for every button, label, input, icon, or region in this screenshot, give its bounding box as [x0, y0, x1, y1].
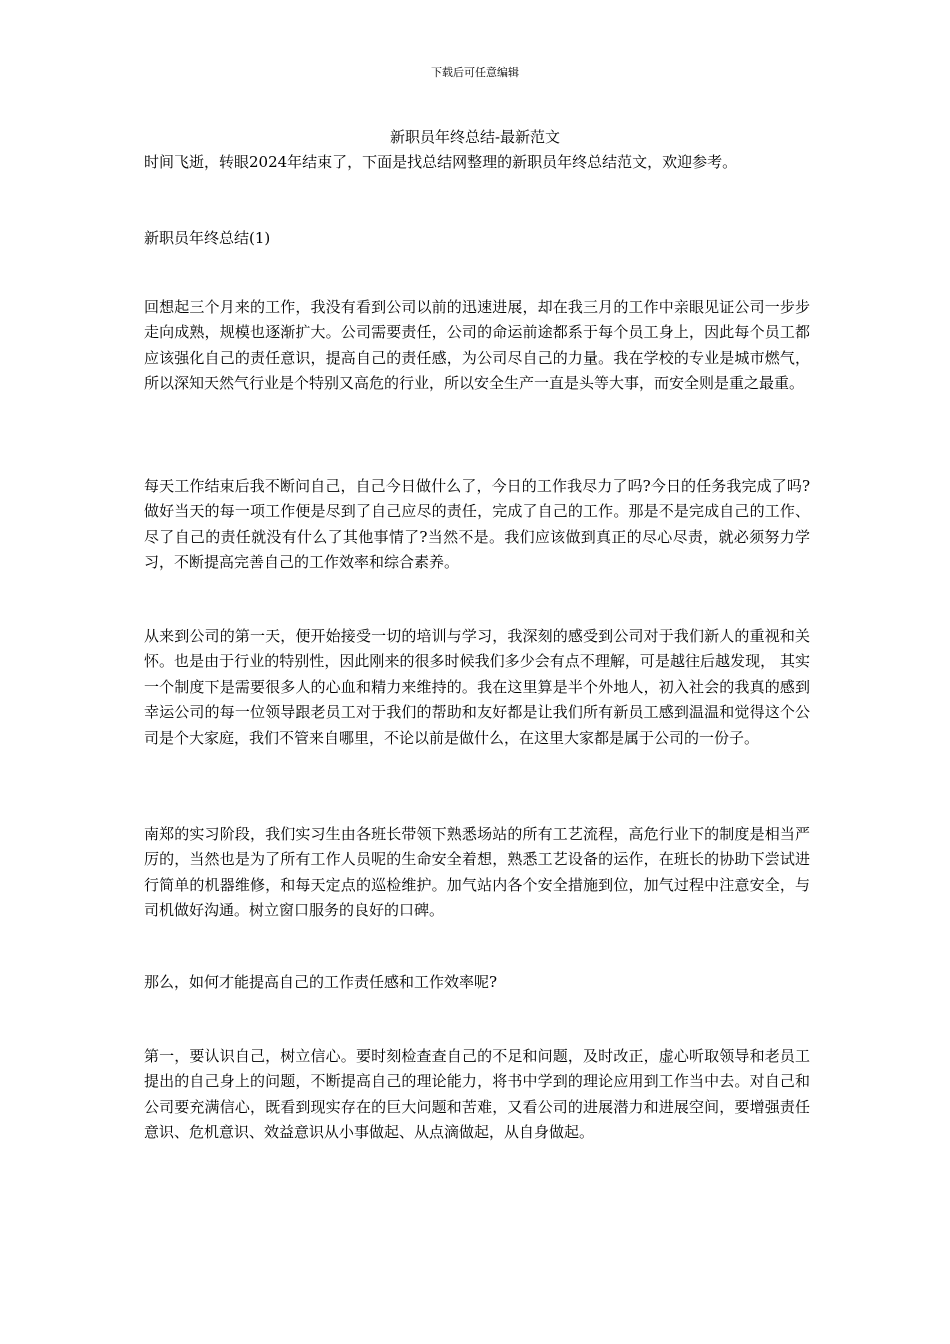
paragraph: 回想起三个月来的工作，我没有看到公司以前的迅速进展，却在我三月的工作中亲眼见证公司一步步走向成熟，规模也逐渐扩大。公司需要责任，公司的命运前途都系于每个员工身上，因此每个员工都应该强化自己的责任意识，提高自己的责任感，为公司尽自己的力量。我在学校的专业是城市燃气，所以深知天然气行业是个特别又高危的行业，所以安全生产一直是头等大事，而安全则是重之最重。 [144, 298, 810, 393]
paragraph-question: 那么，如何才能提高自己的工作责任感和工作效率呢? [144, 973, 498, 991]
section-heading: 新职员年终总结(1) [144, 229, 271, 247]
paragraph: 每天工作结束后我不断问自己，自己今日做什么了，今日的工作我尽力了吗?今日的任务我完成了吗?做好当天的每一项工作便是尽到了自己应尽的责任，完成了自己的工作。那是不是完成自己的工作、尽了自己的责任就没有什么了其他事情了?当然不是。我们应该做到真正的尽心尽责，就必须努力学习，不断提高完善自己的工作效率和综合素养。 [144, 477, 810, 572]
paragraph: 南郑的实习阶段，我们实习生由各班长带领下熟悉场站的所有工艺流程，高危行业下的制度是相当严厉的，当然也是为了所有工作人员呢的生命安全着想，熟悉工艺设备的运作，在班长的协助下尝试进行简单的机器维修，和每天定点的巡检维护。加气站内各个安全措施到位，加气过程中注意安全，与司机做好沟通。树立窗口服务的良好的口碑。 [144, 825, 810, 920]
paragraph: 第一，要认识自己，树立信心。要时刻检查查自己的不足和问题，及时改正，虚心听取领导和老员工提出的自己身上的问题，不断提高自己的理论能力，将书中学到的理论应用到工作当中去。对自己和公司要充满信心，既看到现实存在的巨大问题和苦难，又看公司的进展潜力和进展空间，要增强责任意识、危机意识、效益意识从小事做起、从点滴做起，从自身做起。 [144, 1047, 810, 1142]
intro-text: 时间飞逝，转眼2024年结束了，下面是找总结网整理的新职员年终总结范文，欢迎参考。 [144, 153, 738, 171]
header-note: 下载后可任意编辑 [431, 66, 519, 79]
paragraph: 从来到公司的第一天，便开始接受一切的培训与学习，我深刻的感受到公司对于我们新人的重视和关怀。也是由于行业的特别性，因此刚来的很多时候我们多少会有点不理解，可是越往后越发现， 其实一个制度下是需要很多人的心血和精力来维持的。我在这里算是半个外地人，初入社会的我真的感到幸运公司的每一位领导跟老员工对于我们的帮助和友好都是让我们所有新员工感到温温和觉得这个公司是个大家庭，我们不管来自哪里，不论以前是做什么，在这里大家都是属于公司的一份子。 [144, 627, 810, 747]
document-title: 新职员年终总结-最新范文 [389, 128, 561, 146]
